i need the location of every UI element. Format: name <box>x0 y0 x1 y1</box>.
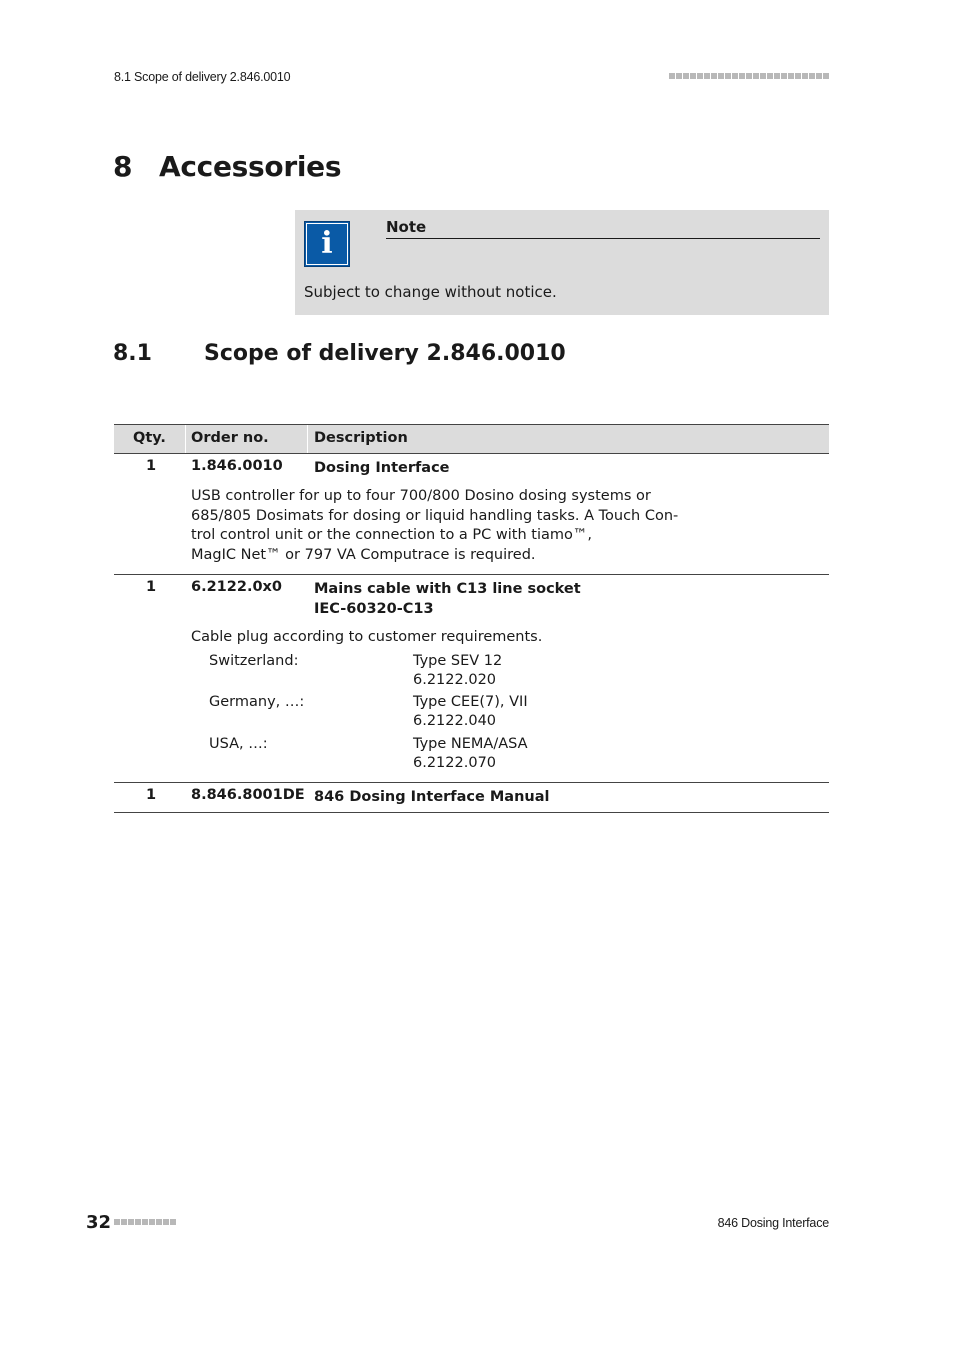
chapter-heading <box>113 150 341 183</box>
row-qty: 1 <box>146 579 157 595</box>
header-order-no: Order no. <box>191 430 269 446</box>
page-number: 32 <box>86 1212 112 1233</box>
row-order-no: 6.2122.0x0 <box>191 579 282 595</box>
scope-of-delivery-table <box>114 424 829 813</box>
row-title: Dosing Interface <box>314 460 450 476</box>
plug-order-no: 6.2122.020 <box>413 672 497 688</box>
row-title: 846 Dosing Interface Manual <box>314 789 550 805</box>
footer-product: 846 Dosing Interface <box>717 1216 829 1230</box>
info-icon: i <box>306 223 348 265</box>
plug-spec <box>413 735 528 773</box>
plug-type: Type SEV 12 <box>413 653 503 669</box>
chapter-number: 8 <box>113 150 133 183</box>
description-line: trol control unit or the connection to a PC with tiamo™, <box>191 527 592 543</box>
section-number: 8.1 <box>113 341 152 366</box>
chapter-title: Accessories <box>159 150 342 183</box>
row-title <box>314 579 581 619</box>
header-qty: Qty. <box>133 430 166 446</box>
row-qty: 1 <box>146 787 157 803</box>
row-intro: Cable plug according to customer requirements. <box>191 629 543 645</box>
note-text: Subject to change without notice. <box>304 283 557 301</box>
row-description <box>191 487 678 565</box>
table-header <box>114 424 829 454</box>
description-line: 685/805 Dosimats for dosing or liquid handling tasks. A Touch Con- <box>191 507 679 524</box>
row-title-line: IEC-60320-C13 <box>314 601 434 617</box>
plug-spec <box>413 652 502 690</box>
table-row <box>114 454 829 575</box>
description-line: USB controller for up to four 700/800 Dosino dosing systems or <box>191 488 651 504</box>
info-icon-box <box>304 221 350 267</box>
plug-type: Type CEE(7), VII <box>413 694 528 710</box>
plug-type: Type NEMA/ASA <box>413 736 528 752</box>
row-title-line: Mains cable with C13 line socket <box>314 581 581 597</box>
footer-decoration <box>114 1219 176 1225</box>
header-description: Description <box>314 430 408 446</box>
section-heading <box>113 341 566 366</box>
row-order-no: 1.846.0010 <box>191 458 283 474</box>
plug-country: Germany, …: <box>209 694 305 710</box>
section-title: Scope of delivery 2.846.0010 <box>204 341 566 366</box>
description-line: MagIC Net™ or 797 VA Computrace is required. <box>191 546 536 563</box>
row-qty: 1 <box>146 458 157 474</box>
table-row <box>114 783 829 813</box>
plug-spec <box>413 693 528 731</box>
plug-country: Switzerland: <box>209 653 299 669</box>
plug-order-no: 6.2122.040 <box>413 713 497 729</box>
plug-order-no: 6.2122.070 <box>413 755 497 771</box>
row-order-no: 8.846.8001DE <box>191 787 305 803</box>
header-decoration <box>669 73 829 79</box>
note-title: Note <box>386 218 820 239</box>
plug-country: USA, …: <box>209 736 268 752</box>
running-header: 8.1 Scope of delivery 2.846.0010 <box>114 70 291 84</box>
note-box <box>295 210 829 315</box>
table-row <box>114 575 829 783</box>
